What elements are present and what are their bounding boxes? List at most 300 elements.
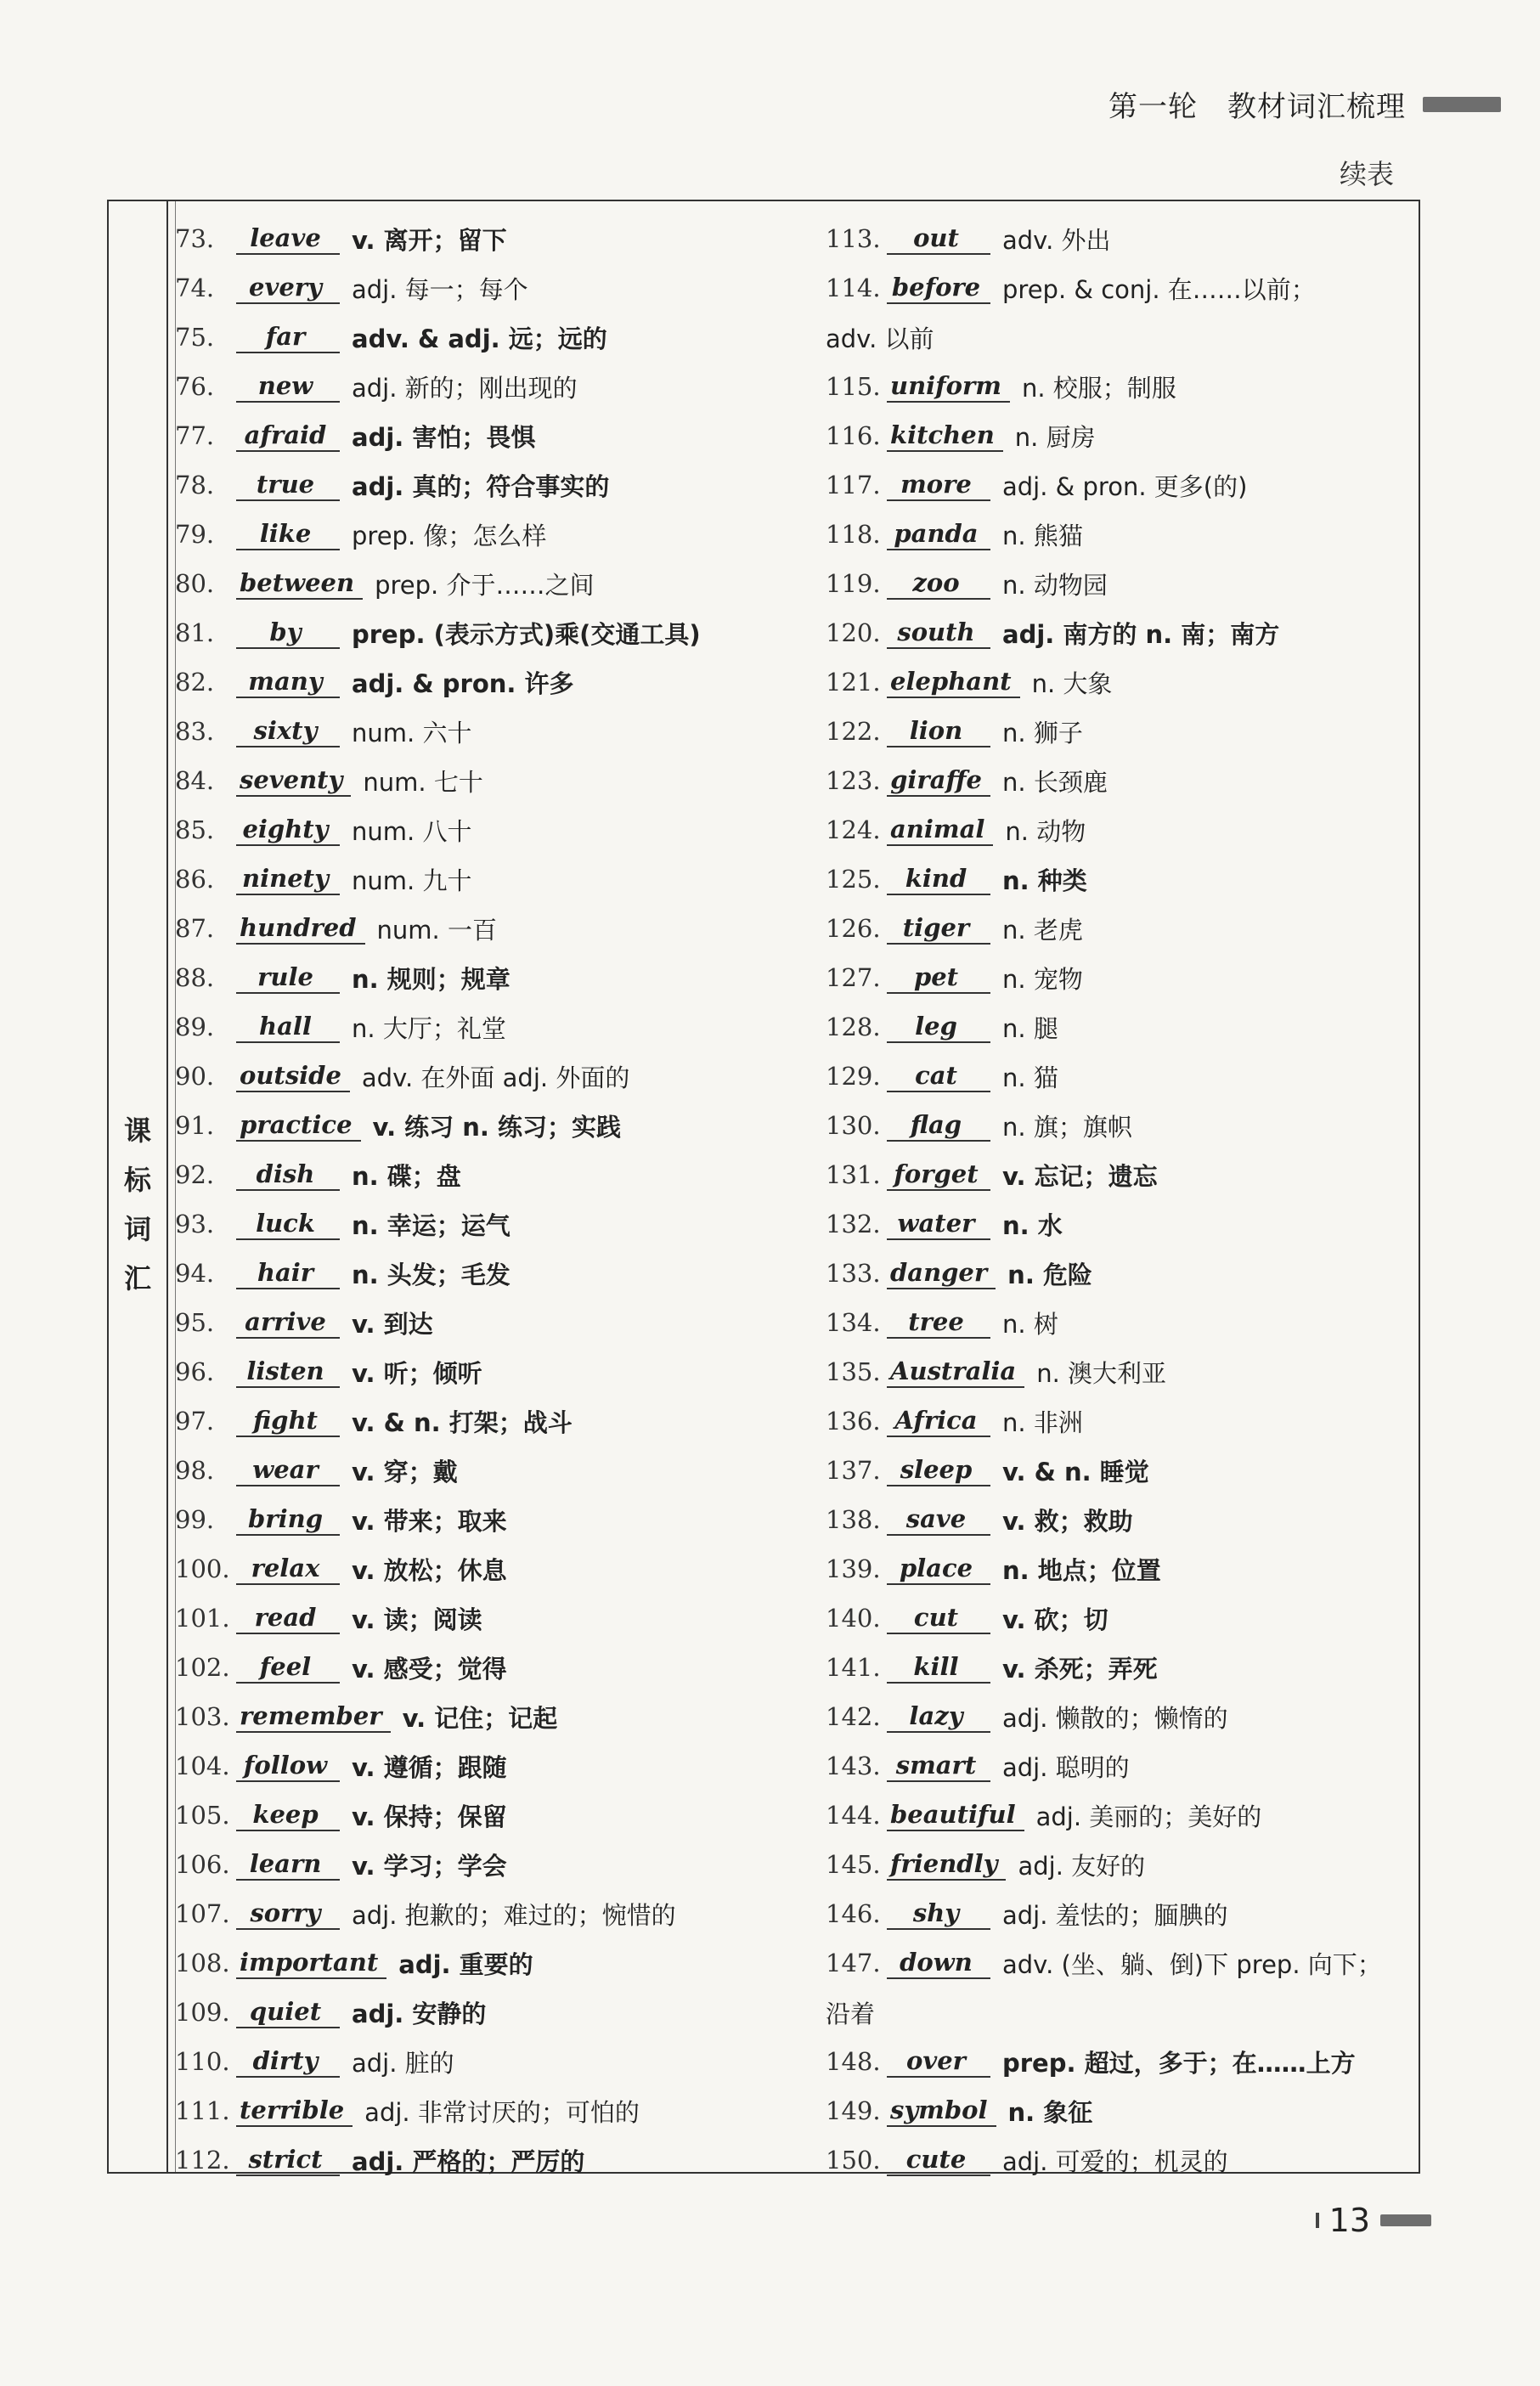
vocab-entry [175,707,817,756]
side-label-char: 标 [123,1164,151,1196]
vocab-entry [175,2086,817,2135]
entry-word: forget [887,1159,990,1191]
vocab-entry [175,263,817,313]
entry-definition: adj. 非常讨厌的；可怕的 [364,2097,640,2127]
vocab-entry [175,904,817,953]
entry-word: hall [236,1011,340,1043]
entry-number: 137. [826,1456,881,1485]
entry-definition: prep. 像；怎么样 [352,521,547,550]
entry-number: 118. [826,520,881,549]
vocab-entry [826,214,1480,263]
entry-word: lazy [887,1701,990,1733]
vocab-entry [175,1692,817,1741]
entry-number: 117. [826,471,881,499]
entry-number: 102. [175,1653,230,1682]
vocab-entry [175,313,817,362]
entry-word: read [236,1602,340,1634]
vocab-entry [826,1840,1480,1889]
entry-word: every [236,272,340,304]
entry-word: learn [236,1848,340,1881]
entry-word: quiet [236,1996,340,2028]
entry-number: 140. [826,1604,881,1633]
vocab-entry [826,1396,1480,1446]
vocab-entry [175,1495,817,1544]
entry-definition: n. 旗；旗帜 [1002,1112,1132,1142]
entry-number: 119. [826,569,881,598]
side-label [109,1106,166,1303]
entry-definition: v. 遵循；跟随 [352,1752,507,1782]
vocab-entry [175,1002,817,1052]
entry-word: important [236,1947,386,1979]
vocab-entry [826,1889,1480,1938]
entry-number: 113. [826,224,881,253]
entry-number: 81. [175,618,215,647]
vocab-entry [826,1741,1480,1791]
vocab-entry [826,608,1480,657]
entry-number: 148. [826,2047,881,2076]
entry-number: 109. [175,1998,230,2027]
entry-definition: n. 大厅；礼堂 [352,1013,506,1043]
entry-number: 120. [826,618,881,647]
entry-word: feel [236,1651,340,1684]
entry-word: hundred [236,912,365,945]
vocab-entry [175,1889,817,1938]
entry-definition: adv. 以前 [826,324,934,353]
vocab-entry [826,1101,1480,1150]
entry-number: 136. [826,1407,881,1436]
entry-definition: adj. 每一；每个 [352,274,528,304]
entry-number: 145. [826,1850,881,1879]
entry-definition: n. 树 [1002,1309,1058,1339]
vocab-entry [826,411,1480,460]
entry-number: 112. [175,2146,230,2174]
entry-number: 79. [175,520,215,549]
entry-definition: v. 听；倾听 [352,1358,482,1388]
entry-word: down [887,1947,990,1979]
vocab-entry [175,608,817,657]
vocab-entry [175,1938,817,1988]
entry-word: tiger [887,912,990,945]
entry-definition: n. 熊猫 [1002,521,1083,550]
entry-definition: v. 练习 n. 练习；实践 [372,1112,622,1142]
entry-definition: adj. 羞怯的；腼腆的 [1002,1900,1228,1930]
entry-number: 103. [175,1702,230,1731]
entry-number: 121. [826,668,881,697]
entry-number: 150. [826,2146,881,2174]
entry-word: Australia [887,1356,1024,1388]
vocab-entry [826,1495,1480,1544]
entry-definition: adv. 在外面 adj. 外面的 [361,1063,630,1092]
entry-word: zoo [887,567,990,600]
entry-number: 108. [175,1949,230,1977]
vocab-entry [175,1199,817,1249]
entry-definition: n. 老虎 [1002,915,1083,945]
entry-definition: n. 象征 [1007,2097,1093,2127]
page-header [1108,83,1501,125]
entry-definition: n. 碟；盘 [352,1161,461,1191]
entry-number: 77. [175,421,215,450]
entry-word: over [887,2045,990,2078]
entry-word: true [236,469,340,501]
entry-word: listen [236,1356,340,1388]
entry-word: leg [887,1011,990,1043]
entry-definition: adj. 友好的 [1018,1851,1146,1881]
entry-number: 89. [175,1012,215,1041]
entry-number: 80. [175,569,215,598]
entry-definition: n. 厨房 [1014,422,1096,452]
vocab-entry [826,1643,1480,1692]
entry-number: 131. [826,1160,881,1189]
vocab-entry [826,756,1480,805]
vocab-entry [826,1446,1480,1495]
entry-definition: v. 读；阅读 [352,1605,482,1634]
header-bar-decoration [1423,97,1501,112]
entry-definition: num. 六十 [352,718,472,747]
entry-word: strict [236,2144,340,2176]
entry-number: 100. [175,1554,230,1583]
entry-word: wear [236,1454,340,1486]
vocab-entry [175,1643,817,1692]
entry-definition: prep. & conj. 在……以前； [1002,274,1316,304]
vocab-entry [826,1150,1480,1199]
entry-number: 97. [175,1407,215,1436]
entry-word: cut [887,1602,990,1634]
page-bar-decoration [1380,2214,1431,2226]
entry-word: practice [236,1109,361,1142]
entry-word: water [887,1208,990,1240]
entry-definition: n. 幸运；运气 [352,1210,511,1240]
vocab-entry [826,1593,1480,1643]
entries-area [175,214,1419,2176]
entry-number: 91. [175,1111,215,1140]
entry-definition: adv. 外出 [1002,225,1111,255]
entry-number: 92. [175,1160,215,1189]
entry-definition: adj. 安静的 [352,1999,487,2028]
entry-definition: adj. 美丽的；美好的 [1035,1802,1262,1831]
section-title: 第一轮 教材词汇梳理 [1108,90,1406,124]
entry-number: 75. [175,323,215,352]
entry-word: relax [236,1553,340,1585]
entry-definition: adj. 严格的；严厉的 [352,2146,585,2176]
entry-number: 122. [826,717,881,746]
entry-word: leave [236,223,340,255]
entry-number: 84. [175,766,215,795]
entry-word: flag [887,1109,990,1142]
vocab-entry [826,1692,1480,1741]
entry-number: 106. [175,1850,230,1879]
entry-definition: adj. 新的；刚出现的 [352,373,578,403]
entry-number: 74. [175,274,215,302]
entry-definition: v. 放松；休息 [352,1555,507,1585]
vocab-entry [175,1249,817,1298]
entry-number: 87. [175,914,215,943]
entry-definition: v. 记住；记起 [402,1703,558,1733]
vocab-entry [826,904,1480,953]
side-label-char: 汇 [123,1262,151,1295]
vocab-entry [175,559,817,608]
vocab-entry [826,1249,1480,1298]
entry-number: 96. [175,1357,215,1386]
entry-definition: adj. 可爱的；机灵的 [1002,2146,1228,2176]
entry-definition: adj. 南方的 n. 南；南方 [1002,619,1280,649]
entry-word: more [887,469,990,501]
entry-number: 124. [826,815,881,844]
entry-word: kitchen [887,420,1003,452]
vocab-entry [175,1347,817,1396]
entry-word: many [236,666,340,698]
entry-number: 88. [175,963,215,992]
entry-definition: 沿着 [826,1999,876,2028]
vocab-entry [175,1741,817,1791]
entry-word: between [236,567,363,600]
vocab-entry [826,1052,1480,1101]
vocab-entry [826,362,1480,411]
entry-number: 125. [826,865,881,894]
entry-definition: num. 七十 [363,767,483,797]
entry-word: afraid [236,420,340,452]
vocab-entry [175,460,817,510]
entry-word: panda [887,518,990,550]
entry-number: 85. [175,815,215,844]
entry-word: kind [887,863,990,895]
entry-word: giraffe [887,764,990,797]
entry-number: 93. [175,1210,215,1238]
entry-definition: adj. 脏的 [352,2048,454,2078]
entry-definition: v. 杀死；弄死 [1002,1654,1158,1684]
page-number: 13 [1328,2202,1370,2239]
entry-word: arrive [236,1306,340,1339]
entry-definition: n. 种类 [1002,866,1087,895]
entry-number: 90. [175,1062,215,1091]
entry-number: 128. [826,1012,881,1041]
vocabulary-table [107,200,1420,2174]
entry-number: 139. [826,1554,881,1583]
entry-number: 144. [826,1801,881,1830]
vocab-entry [175,1052,817,1101]
vocab-entry [175,1593,817,1643]
entry-definition: num. 九十 [352,866,472,895]
entry-number: 135. [826,1357,881,1386]
entry-definition: prep. 超过，多于；在……上方 [1002,2048,1356,2078]
entry-word: beautiful [887,1799,1024,1831]
entry-definition: n. 动物园 [1002,570,1108,600]
entry-definition: adj. & pron. 许多 [352,668,574,698]
entry-number: 127. [826,963,881,992]
vocab-entry [826,805,1480,855]
continued-label: 续表 [1339,158,1394,190]
entry-word: outside [236,1060,350,1092]
entry-word: smart [887,1750,990,1782]
entry-word: luck [236,1208,340,1240]
entry-word: dirty [236,2045,340,2078]
entry-definition: v. 学习；学会 [352,1851,507,1881]
entry-number: 143. [826,1751,881,1780]
entry-definition: adj. 害怕；畏惧 [352,422,536,452]
entry-word: save [887,1503,990,1536]
entry-word: remember [236,1701,391,1733]
vocab-entry [826,510,1480,559]
entry-number: 133. [826,1259,881,1288]
vocab-entry [826,313,1480,362]
vocab-entry [175,657,817,707]
entry-definition: v. & n. 打架；战斗 [352,1407,573,1437]
entry-definition: n. 狮子 [1002,718,1083,747]
vocab-entry [175,1150,817,1199]
entry-number: 86. [175,865,215,894]
entry-number: 115. [826,372,881,401]
entry-number: 149. [826,2096,881,2125]
entry-word: cat [887,1060,990,1092]
vocab-entry [826,1988,1480,2037]
vocab-entry [826,855,1480,904]
entry-definition: n. 长颈鹿 [1002,767,1108,797]
entry-number: 129. [826,1062,881,1091]
vocab-entry [826,2037,1480,2086]
entry-number: 98. [175,1456,215,1485]
vocab-entry [826,1938,1480,1988]
entry-word: terrible [236,2095,353,2127]
vocab-entry [175,855,817,904]
entry-definition: v. 穿；戴 [352,1457,458,1486]
entry-definition: n. 地点；位置 [1002,1555,1161,1585]
entry-definition: v. 保持；保留 [352,1802,507,1831]
entry-number: 134. [826,1308,881,1337]
entry-word: keep [236,1799,340,1831]
entry-word: new [236,370,340,403]
entry-word: south [887,617,990,649]
side-label-char: 课 [123,1114,151,1147]
vocab-entry [175,1446,817,1495]
vocab-entry [826,263,1480,313]
entry-number: 141. [826,1653,881,1682]
vocab-entry [826,1347,1480,1396]
entry-number: 114. [826,274,881,302]
entry-number: 73. [175,224,215,253]
entry-word: follow [236,1750,340,1782]
vocab-entry [175,411,817,460]
entry-number: 95. [175,1308,215,1337]
entry-definition: n. 猫 [1002,1063,1058,1092]
vocab-entry [175,1396,817,1446]
entry-number: 104. [175,1751,230,1780]
entry-word: tree [887,1306,990,1339]
vocab-entry [175,953,817,1002]
vocab-entry [826,559,1480,608]
entry-definition: n. 宠物 [1002,964,1083,994]
entry-word: place [887,1553,990,1585]
entry-definition: adj. & pron. 更多(的) [1002,471,1248,501]
entry-word: fight [236,1405,340,1437]
entry-definition: n. 危险 [1007,1260,1092,1289]
entry-definition: v. 忘记；遗忘 [1002,1161,1158,1191]
entry-word: far [236,321,340,353]
vocab-entry [826,1298,1480,1347]
entry-word: seventy [236,764,351,797]
vocab-entry [826,707,1480,756]
entry-number: 99. [175,1505,215,1534]
vocab-entry [175,214,817,263]
entry-word: ninety [236,863,340,895]
entry-word: hair [236,1257,340,1289]
entry-word: sixty [236,715,340,747]
entry-number: 147. [826,1949,881,1977]
entry-definition: n. 规则；规章 [352,964,511,994]
entry-definition: v. & n. 睡觉 [1002,1457,1149,1486]
vocab-entry [826,2135,1480,2185]
vocab-entry [175,2135,817,2185]
entry-definition: n. 头发；毛发 [352,1260,511,1289]
entry-definition: adv. (坐、躺、倒)下 prep. 向下； [1002,1949,1382,1979]
entry-number: 138. [826,1505,881,1534]
entry-word: bring [236,1503,340,1536]
entry-number: 107. [175,1899,230,1928]
entry-word: rule [236,962,340,994]
entry-number: 94. [175,1259,215,1288]
entry-definition: n. 非洲 [1002,1407,1083,1437]
entry-definition: prep. 介于……之间 [375,570,595,600]
vocab-entry [175,510,817,559]
entry-definition: num. 八十 [352,816,472,846]
entry-number: 142. [826,1702,881,1731]
entry-word: friendly [887,1848,1006,1881]
entry-word: eighty [236,814,340,846]
entry-number: 105. [175,1801,230,1830]
entry-word: before [887,272,990,304]
entry-word: lion [887,715,990,747]
entry-number: 116. [826,421,881,450]
entry-definition: adj. 抱歉的；难过的；惋惜的 [352,1900,676,1930]
entry-number: 101. [175,1604,230,1633]
entry-definition: n. 澳大利亚 [1036,1358,1167,1388]
entry-word: by [236,617,340,649]
entry-definition: adj. 真的；符合事实的 [352,471,610,501]
vocab-entry [175,2037,817,2086]
left-column [175,214,817,2185]
vocab-entry [826,2086,1480,2135]
vocab-entry [826,1002,1480,1052]
vocab-entry [175,1544,817,1593]
entry-definition: adj. 懒散的；懒惰的 [1002,1703,1228,1733]
entry-definition: v. 离开；留下 [352,225,507,255]
entry-word: sleep [887,1454,990,1486]
entry-word: Africa [887,1405,990,1437]
entry-number: 82. [175,668,215,697]
vocab-entry [826,953,1480,1002]
entry-number: 123. [826,766,881,795]
entry-word: kill [887,1651,990,1684]
vocab-entry [175,805,817,855]
entry-number: 78. [175,471,215,499]
entry-definition: prep. (表示方式)乘(交通工具) [352,619,701,649]
entry-word: elephant [887,666,1020,698]
entry-number: 146. [826,1899,881,1928]
entry-definition: n. 大象 [1031,668,1113,698]
entry-word: sorry [236,1898,340,1930]
entry-word: cute [887,2144,990,2176]
right-column [826,214,1480,2185]
vocab-entry [826,1199,1480,1249]
entry-number: 130. [826,1111,881,1140]
entry-definition: adj. 聪明的 [1002,1752,1130,1782]
vocab-entry [175,1840,817,1889]
entry-definition: n. 动物 [1005,816,1086,846]
entry-definition: v. 救；救助 [1002,1506,1133,1536]
vocab-entry [175,756,817,805]
entry-definition: adj. 重要的 [398,1949,533,1979]
entry-definition: n. 腿 [1002,1013,1058,1043]
vocab-entry [826,460,1480,510]
vocab-entry [175,1988,817,2037]
